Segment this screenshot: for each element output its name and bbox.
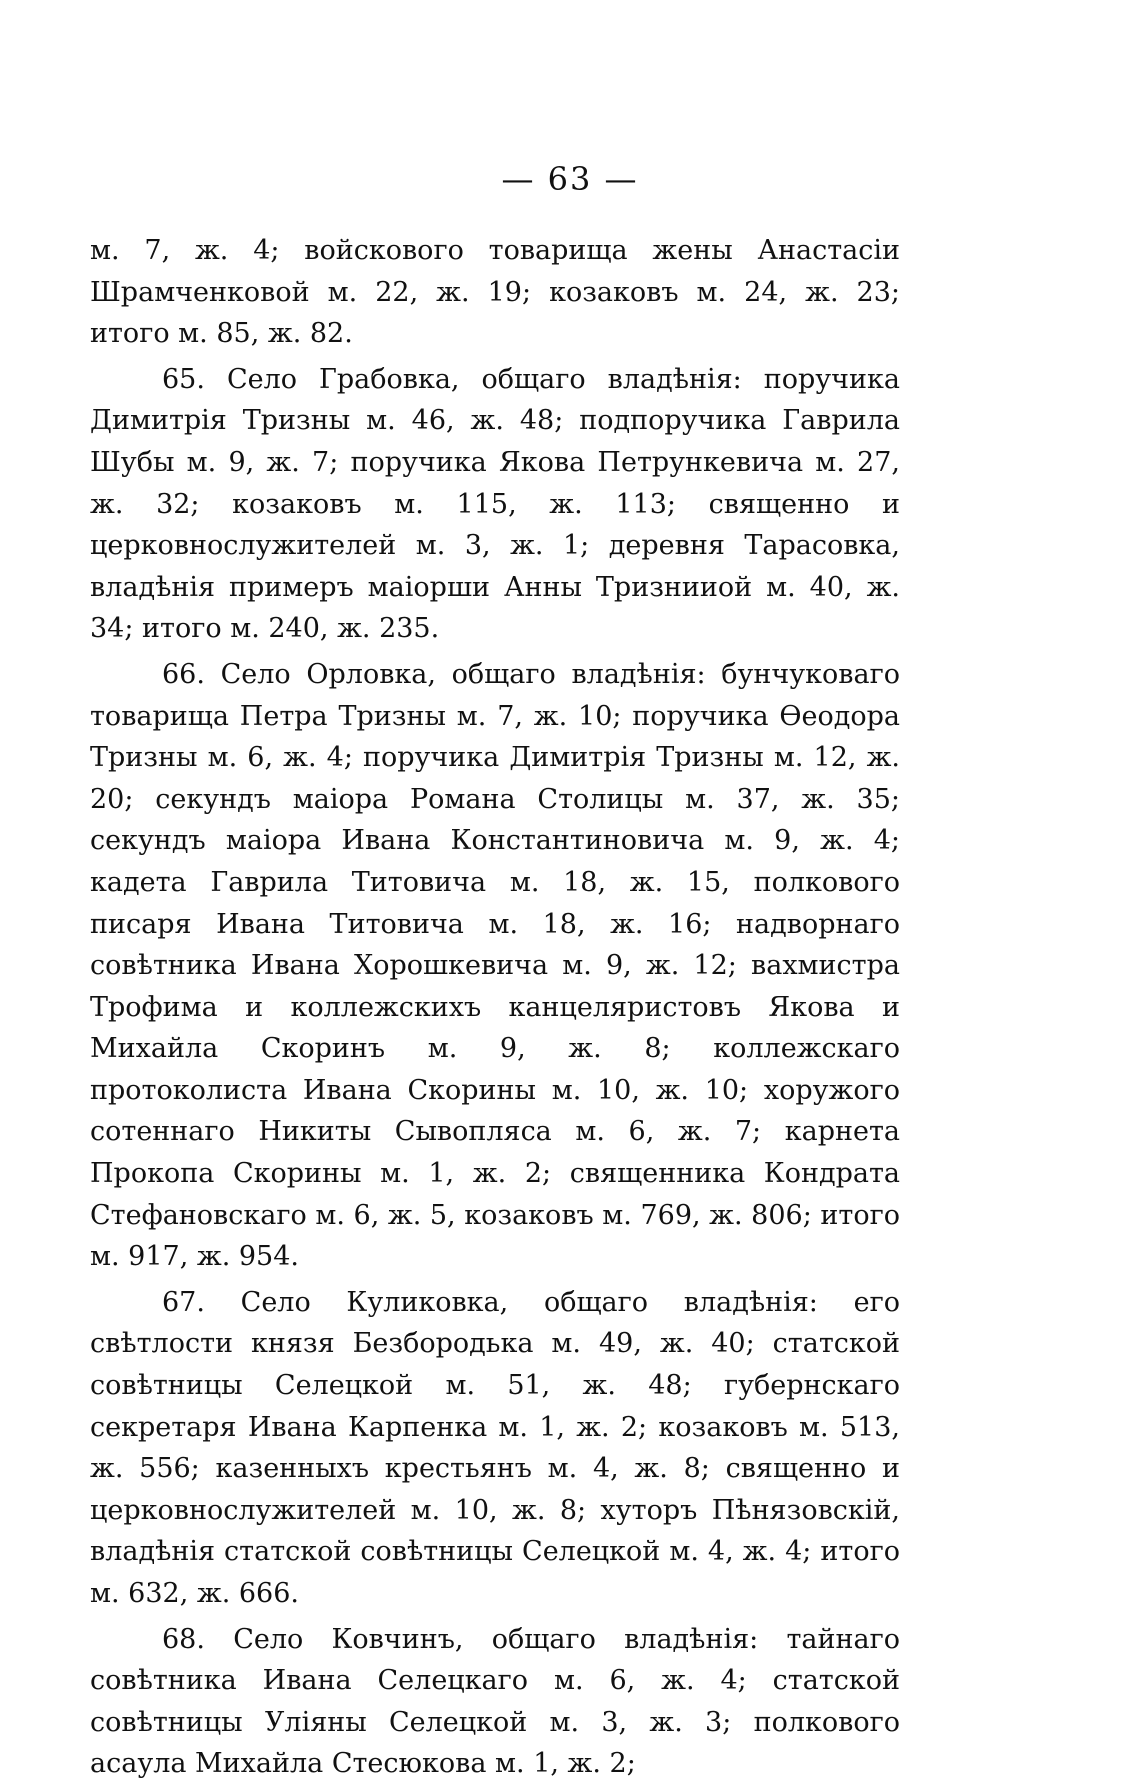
text-block [90, 230, 900, 1789]
paragraph-65-grabovka: 65. Село Грабовка, общаго владѣнія: поручика Димитрія Тризны м. 46, ж. 48; подпоручика Гаврила Шубы м. 9, ж. 7; поручика Якова Петрункевича м. 27, ж. 32; козаковъ м. 115, ж. 113; священно и церковнослужителей м. 3, ж. 1; деревня Тарасовка, владѣнія примеръ маіорши Анны Тризнииой м. 40, ж. 34; итого м. 240, ж. 235. [90, 363, 900, 645]
paragraph-68-kovchin: 68. Село Ковчинъ, общаго владѣнія: тайнаго совѣтника Ивана Селецкаго м. 6, ж. 4; статской совѣтницы Уліяны Селецкой м. 3, ж. 3; полкового асаула Михайла Стесюкова м. 1, ж. 2; [90, 1623, 900, 1780]
page-number: — 63 — [501, 160, 639, 198]
paragraph-66-orlovka: 66. Село Орловка, общаго владѣнія: бунчуковаго товарища Петра Тризны м. 7, ж. 10; поручика Ѳеодора Тризны м. 6, ж. 4; поручика Димитрія Тризны м. 12, ж. 20; секундъ маіора Романа Столицы м. 37, ж. 35; секундъ маіора Ивана Константиновича м. 9, ж. 4; кадета Гаврила Титовича м. 18, ж. 15, полкового писаря Ивана Титовича м. 18, ж. 16; надворнаго совѣтника Ивана Хорошкевича м. 9, ж. 12; вахмистра Трофима и коллежскихъ канцеляристовъ Якова и Михайла Скоринъ м. 9, ж. 8; коллежскаго протоколиста Ивана Скорины м. 10, ж. 10; хоружого сотеннаго Никиты Сывопляса м. 6, ж. 7; карнета Прокопа Скорины м. 1, ж. 2; священника Кондрата Стефановскаго м. 6, ж. 5, козаковъ м. 769, ж. 806; итого м. 917, ж. 954. [90, 658, 900, 1273]
paragraph-continuation: м. 7, ж. 4; войскового товарища жены Анастасіи Шрамченковой м. 22, ж. 19; козаковъ м. 24, ж. 23; итого м. 85, ж. 82. [90, 235, 900, 350]
paragraph-67-kulikovka: 67. Село Куликовка, общаго владѣнія: его свѣтлости князя Безбородька м. 49, ж. 40; статской совѣтницы Селецкой м. 51, ж. 48; губернскаго секретаря Ивана Карпенка м. 1, ж. 2; козаковъ м. 513, ж. 556; казенныхъ крестьянъ м. 4, ж. 8; священно и церковнослужителей м. 10, ж. 8; хуторъ Пѣнязовскій, владѣнія статской совѣтницы Селецкой м. 4, ж. 4; итого м. 632, ж. 666. [90, 1286, 900, 1609]
